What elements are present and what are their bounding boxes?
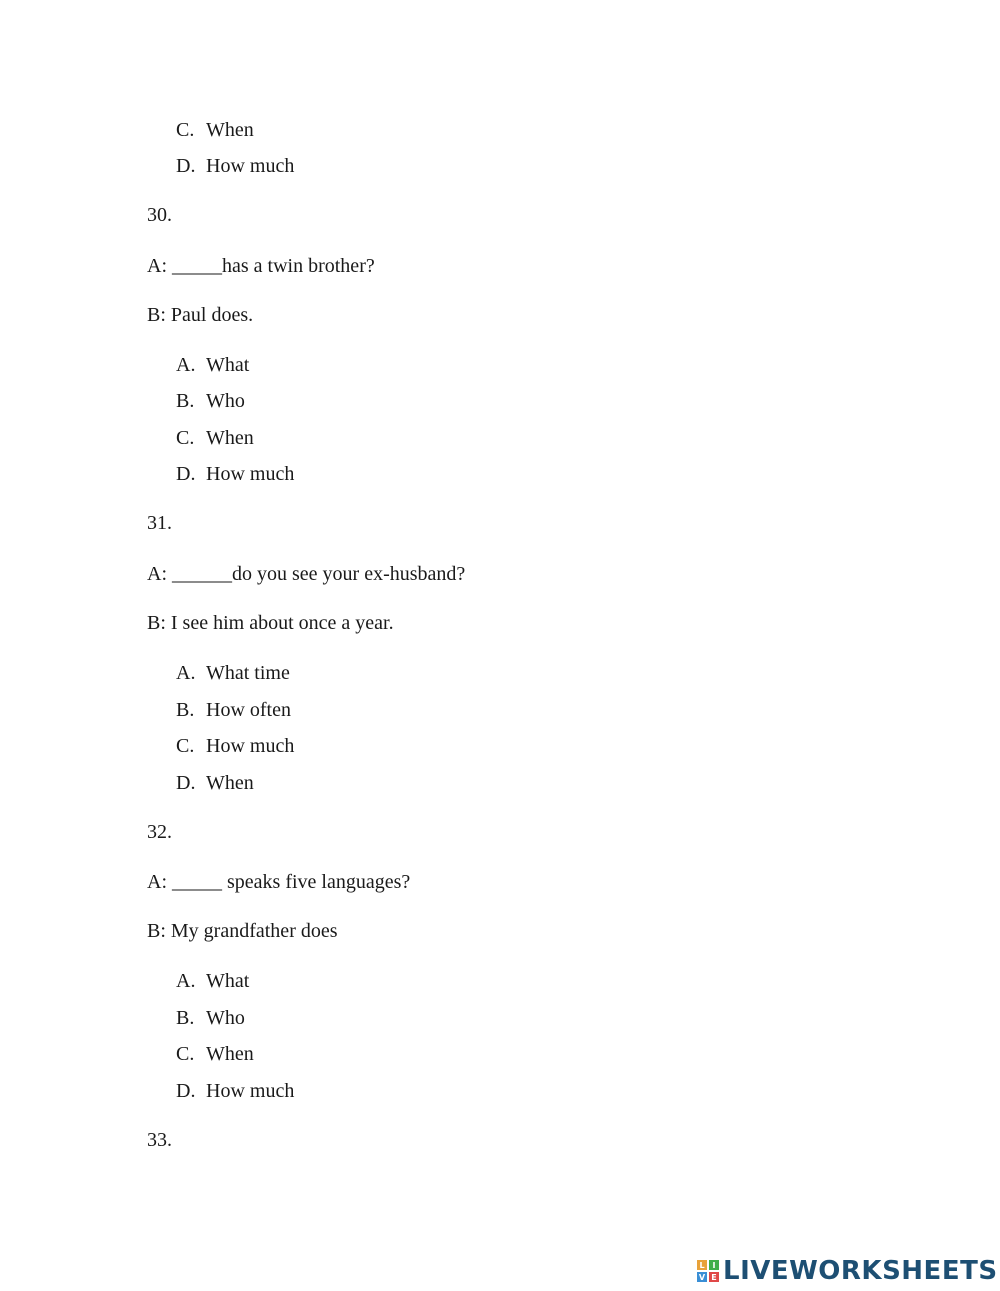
option-letter: D. (176, 155, 196, 177)
option-text: When (206, 119, 254, 141)
question-number: 32. (147, 821, 172, 843)
question-line-b: B: I see him about once a year. (147, 612, 394, 634)
option-text: How much (206, 1080, 295, 1102)
option-text: What (206, 970, 250, 992)
option-text: How much (206, 463, 295, 485)
option-letter: A. (176, 662, 196, 684)
logo-mark-letter: L (697, 1260, 707, 1270)
option-letter: C. (176, 427, 195, 449)
option-b[interactable] (176, 1006, 245, 1030)
question-line-a: A: _____ speaks five languages? (147, 871, 411, 893)
option-text: When (206, 1043, 254, 1065)
option-text: Who (206, 390, 245, 412)
logo-mark-letter: V (698, 1272, 706, 1282)
option-d[interactable] (176, 1079, 294, 1103)
option-c[interactable] (176, 118, 254, 142)
option-a[interactable] (176, 661, 290, 685)
option-text: Who (206, 1007, 245, 1029)
logo-mark-letter: E (709, 1272, 719, 1282)
option-letter: C. (176, 119, 195, 141)
logo-mark-letter: I (709, 1260, 719, 1270)
option-letter: D. (176, 1080, 196, 1102)
option-letter: B. (176, 699, 195, 721)
option-letter: B. (176, 390, 195, 412)
option-text: What (206, 354, 250, 376)
question-number: 31. (147, 512, 172, 534)
logo-text: LIVEWORKSHEETS (723, 1256, 998, 1286)
option-letter: B. (176, 1007, 195, 1029)
option-letter: C. (176, 1043, 195, 1065)
option-letter: D. (176, 772, 196, 794)
option-letter: A. (176, 354, 196, 376)
option-text: How much (206, 735, 295, 757)
logo-mark-icon (697, 1260, 719, 1282)
question-number: 30. (147, 204, 172, 226)
question-line-b: B: Paul does. (147, 304, 254, 326)
option-c[interactable] (176, 426, 254, 450)
option-a[interactable] (176, 969, 249, 993)
question-line-a: A: _____has a twin brother? (147, 255, 375, 277)
option-letter: A. (176, 970, 196, 992)
option-a[interactable] (176, 353, 249, 377)
option-text: How much (206, 155, 295, 177)
option-d[interactable] (176, 771, 254, 795)
option-text: How often (206, 699, 291, 721)
liveworksheets-logo (697, 1254, 998, 1288)
question-line-a: A: ______do you see your ex-husband? (147, 563, 466, 585)
option-text: What time (206, 662, 290, 684)
option-letter: D. (176, 463, 196, 485)
option-text: When (206, 772, 254, 794)
option-text: When (206, 427, 254, 449)
option-c[interactable] (176, 1042, 254, 1066)
option-d[interactable] (176, 154, 294, 178)
option-b[interactable] (176, 389, 245, 413)
question-line-b: B: My grandfather does (147, 920, 338, 942)
option-letter: C. (176, 735, 195, 757)
option-b[interactable] (176, 698, 291, 722)
question-number: 33. (147, 1129, 172, 1151)
option-d[interactable] (176, 462, 294, 486)
option-c[interactable] (176, 734, 294, 758)
